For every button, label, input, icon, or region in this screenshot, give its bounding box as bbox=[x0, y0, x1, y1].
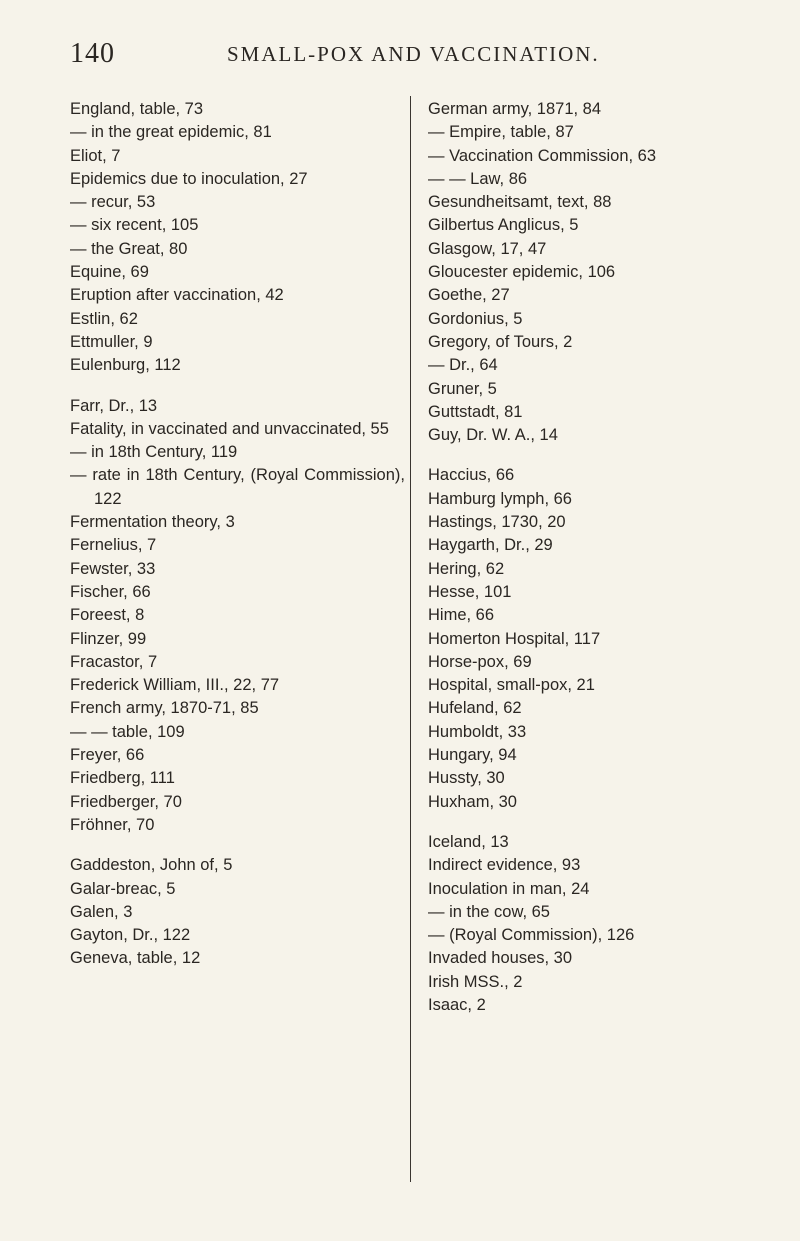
index-entry: Freyer, 66 bbox=[70, 746, 145, 765]
index-entry: — Empire, table, 87 bbox=[428, 123, 574, 142]
index-entry: Humboldt, 33 bbox=[428, 722, 527, 741]
index-entry: Guttstadt, 81 bbox=[428, 402, 523, 421]
index-entry: Hastings, 1730, 20 bbox=[428, 513, 566, 532]
index-entry: Frederick William, III., 22, 77 bbox=[70, 676, 280, 695]
index-entry: Guy, Dr. W. A., 14 bbox=[428, 426, 558, 445]
index-entry: Horse-pox, 69 bbox=[428, 652, 532, 671]
index-entry: Hospital, small-pox, 21 bbox=[428, 676, 595, 695]
index-entry: Huxham, 30 bbox=[428, 792, 517, 811]
index-entry: — in the great epidemic, 81 bbox=[70, 123, 272, 142]
index-entry: Galen, 3 bbox=[70, 902, 133, 921]
index-entry: Gaddeston, John of, 5 bbox=[70, 856, 233, 875]
index-entry: Hussty, 30 bbox=[428, 769, 505, 788]
index-entry: Hungary, 94 bbox=[428, 746, 517, 765]
index-entry: Goethe, 27 bbox=[428, 286, 510, 305]
index-entry: Gordonius, 5 bbox=[428, 309, 523, 328]
index-entry: Equine, 69 bbox=[70, 263, 149, 282]
index-entry: Epidemics due to inoculation, 27 bbox=[70, 169, 308, 188]
section-gap bbox=[428, 447, 778, 464]
index-entry: Geneva, table, 12 bbox=[70, 949, 201, 968]
index-entry: Fröhner, 70 bbox=[70, 815, 155, 834]
section-gap bbox=[428, 814, 778, 831]
index-entry: Haccius, 66 bbox=[428, 466, 515, 485]
index-entry: Eruption after vaccination, 42 bbox=[70, 286, 284, 305]
index-entry: Irish MSS., 2 bbox=[428, 972, 523, 991]
index-entry: Gruner, 5 bbox=[428, 379, 497, 398]
index-entry: Isaac, 2 bbox=[428, 995, 486, 1014]
index-entry: Fermentation theory, 3 bbox=[70, 513, 235, 532]
index-entry: Friedberg, 111 bbox=[70, 769, 175, 788]
index-entry: Estlin, 62 bbox=[70, 309, 138, 328]
index-entry: — — Law, 86 bbox=[428, 169, 528, 188]
section-gap bbox=[70, 837, 405, 854]
index-entry: — (Royal Commission), 126 bbox=[428, 926, 635, 945]
index-entry: — Dr., 64 bbox=[428, 356, 498, 375]
index-entry: Hering, 62 bbox=[428, 559, 505, 578]
index-entry: — in 18th Century, 119 bbox=[70, 443, 238, 462]
index-entry: Haygarth, Dr., 29 bbox=[428, 536, 553, 555]
index-entry: Inoculation in man, 24 bbox=[428, 879, 590, 898]
index-entry: French army, 1870-71, 85 bbox=[70, 699, 259, 718]
index-column-left bbox=[70, 98, 405, 971]
index-entry: Invaded houses, 30 bbox=[428, 949, 573, 968]
index-entry: — — table, 109 bbox=[70, 722, 185, 741]
index-entry: Gayton, Dr., 122 bbox=[70, 926, 191, 945]
index-entry: Farr, Dr., 13 bbox=[70, 396, 158, 415]
page-header bbox=[70, 38, 690, 78]
page-number: 140 bbox=[70, 38, 115, 69]
index-entry: Fewster, 33 bbox=[70, 559, 156, 578]
index-entry: Iceland, 13 bbox=[428, 832, 509, 851]
index-entry: Hamburg lymph, 66 bbox=[428, 489, 572, 508]
index-entry: Ettmuller, 9 bbox=[70, 332, 153, 351]
index-entry: Eliot, 7 bbox=[70, 146, 121, 165]
index-entry: Eulenburg, 112 bbox=[70, 356, 181, 375]
index-entry: England, table, 73 bbox=[70, 100, 204, 118]
index-entry: Hufeland, 62 bbox=[428, 699, 522, 718]
index-entry: Homerton Hospital, 117 bbox=[428, 629, 601, 648]
section-gap bbox=[70, 378, 405, 395]
index-entry: Foreest, 8 bbox=[70, 606, 145, 625]
index-entry: — in the cow, 65 bbox=[428, 902, 550, 921]
index-entry: Hime, 66 bbox=[428, 606, 495, 625]
index-entry: Gloucester epidemic, 106 bbox=[428, 263, 616, 282]
index-entry: Indirect evidence, 93 bbox=[428, 856, 581, 875]
index-entry: Gesundheitsamt, text, 88 bbox=[428, 193, 612, 212]
index-entry: German army, 1871, 84 bbox=[428, 100, 602, 118]
index-column-right bbox=[428, 98, 778, 1017]
index-entry: Friedberger, 70 bbox=[70, 792, 182, 811]
running-title: SMALL-POX AND VACCINATION. bbox=[227, 42, 600, 66]
index-entry: Fernelius, 7 bbox=[70, 536, 157, 555]
index-entry: Hesse, 101 bbox=[428, 582, 512, 601]
index-entry: — rate in 18th Century, (Royal Commission), 122 bbox=[70, 466, 405, 508]
index-entry: Flinzer, 99 bbox=[70, 629, 147, 648]
index-entry: — six recent, 105 bbox=[70, 216, 199, 235]
index-entry: Glasgow, 17, 47 bbox=[428, 239, 547, 258]
index-entry: Fischer, 66 bbox=[70, 582, 151, 601]
index-entry: Galar-breac, 5 bbox=[70, 879, 176, 898]
index-entry: Fracastor, 7 bbox=[70, 652, 158, 671]
index-entry: — the Great, 80 bbox=[70, 239, 188, 258]
index-entry: — recur, 53 bbox=[70, 193, 156, 212]
index-entry: Fatality, in vaccinated and unvaccinated, 55 bbox=[70, 419, 389, 438]
index-entry: Gilbertus Anglicus, 5 bbox=[428, 216, 579, 235]
column-divider bbox=[410, 96, 411, 1182]
index-entry: — Vaccination Commission, 63 bbox=[428, 146, 657, 165]
index-entry: Gregory, of Tours, 2 bbox=[428, 332, 573, 351]
